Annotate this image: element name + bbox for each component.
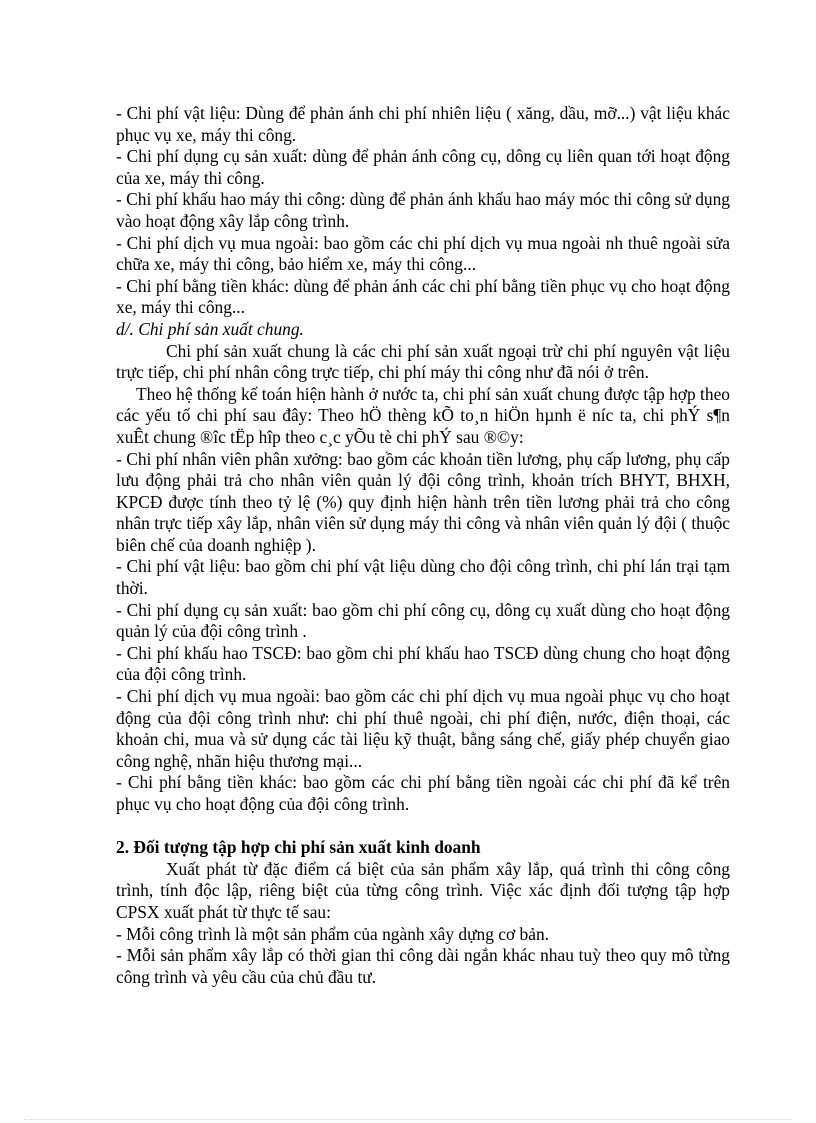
paragraph-general-other-cash: - Chi phí bằng tiền khác: bao gồm các chi phí bằng tiền ngoài các chi phí đã kể trên phục vụ cho hoạt động của đội công trình. bbox=[116, 772, 730, 814]
document-body bbox=[116, 103, 730, 988]
paragraph-general-outsourced: - Chi phí dịch vụ mua ngoài: bao gồm các chi phí dịch vụ mua ngoài phục vụ cho hoạt động của đội công trình như: chi phí thuê ngoài, chi phí điện, nước, điện thoại, các khoản chi, mua và sử dụng các tài liệu kỹ thuật, bằng sáng chế, giấy phép chuyển giao công nghệ, nhãn hiệu thương mại... bbox=[116, 686, 730, 771]
section-heading-cost-objects: 2. Đối tượng tập hợp chi phí sản xuất kinh doanh bbox=[116, 837, 481, 858]
paragraph-general-tools: - Chi phí dụng cụ sản xuất: bao gồm chi phí công cụ, dông cụ xuất dùng cho hoạt động quản lý của đội công trình . bbox=[116, 599, 730, 642]
paragraph-fixed-asset-depreciation: - Chi phí khấu hao TSCĐ: bao gồm chi phí khấu hao TSCĐ dùng chung cho hoạt động của đội công trình. bbox=[116, 642, 730, 685]
paragraph-other-cash-cost: - Chi phí bằng tiền khác: dùng để phản ánh các chi phí bằng tiền phục vụ cho hoạt động xe, máy thi công... bbox=[116, 275, 730, 318]
paragraph-machine-depreciation: - Chi phí khấu hao máy thi công: dùng để phản ánh khấu hao máy móc thi công sử dụng vào hoạt động xây lắp công trình. bbox=[116, 189, 730, 231]
paragraph-material-cost: - Chi phí vật liệu: Dùng để phản ánh chi phí nhiên liệu ( xăng, dầu, mỡ...) vật liệu khác phục vụ xe, máy thi công. bbox=[116, 103, 730, 145]
paragraph-general-cost-definition: Chi phí sản xuất chung là các chi phí sản xuất ngoại trừ chi phí nguyên vật liệu trực tiếp, chi phí nhân công trực tiếp, chi phí máy thi công như đã nói ở trên. bbox=[116, 340, 730, 383]
paragraph-each-product: - Mỗi sản phẩm xây lắp có thời gian thi công dài ngắn khác nhau tuỳ theo quy mô từng công trình và yêu cầu của chủ đầu tư. bbox=[116, 945, 730, 987]
paragraph-cost-object-intro: Xuất phát từ đặc điểm cá biệt của sản phẩm xây lắp, quá trình thi công công trình, tính độc lập, riêng biệt của từng công trình. Việc xác định đối tượng tập hợp CPSX xuất phát từ thực tế sau: bbox=[116, 858, 730, 922]
section-heading-general-cost: d/. Chi phí sản xuất chung. bbox=[116, 318, 304, 339]
paragraph-general-material: - Chi phí vật liệu: bao gồm chi phí vật liệu dùng cho đội công trình, chi phí lán trại tạm thời. bbox=[116, 556, 730, 599]
paragraph-tool-cost: - Chi phí dụng cụ sản xuất: dùng để phản ánh công cụ, dông cụ liên quan tới hoạt động của xe, máy thi công. bbox=[116, 146, 730, 188]
page-bottom-divider bbox=[24, 1119, 792, 1120]
paragraph-accounting-system: Theo hệ thống kế toán hiện hành ở nước ta, chi phí sản xuất chung được tập hợp theo các yếu tố chi phí sau đây: Theo hÖ thèng kÕ to¸n hiÖn hµnh ë níc ta, chi phÝ s¶n xuÊt chung ®îc tËp hîp theo c¸c yÕu tè chi phÝ sau ®©y: bbox=[116, 383, 730, 447]
paragraph-each-project: - Mỗi công trình là một sản phẩm của ngành xây dựng cơ bản. bbox=[116, 923, 549, 944]
paragraph-workshop-staff: - Chi phí nhân viên phân xưởng: bao gồm các khoản tiền lương, phụ cấp lương, phụ cấp lưu động phải trả cho nhân viên quản lý đội công trình, khoản trích BHYT, BHXH, KPCĐ được tính theo tỷ lệ (%) quy định hiện hành trên tiền lương phải trả cho công nhân trực tiếp xây lắp, nhân viên sử dụng máy thi công và nhân viên quản lý đội ( thuộc biên chế của doanh nghiệp ). bbox=[116, 448, 730, 555]
paragraph-outsourced-services: - Chi phí dịch vụ mua ngoài: bao gồm các chi phí dịch vụ mua ngoài nh thuê ngoài sửa chữa xe, máy thi công, bảo hiểm xe, máy thi công... bbox=[116, 232, 730, 275]
